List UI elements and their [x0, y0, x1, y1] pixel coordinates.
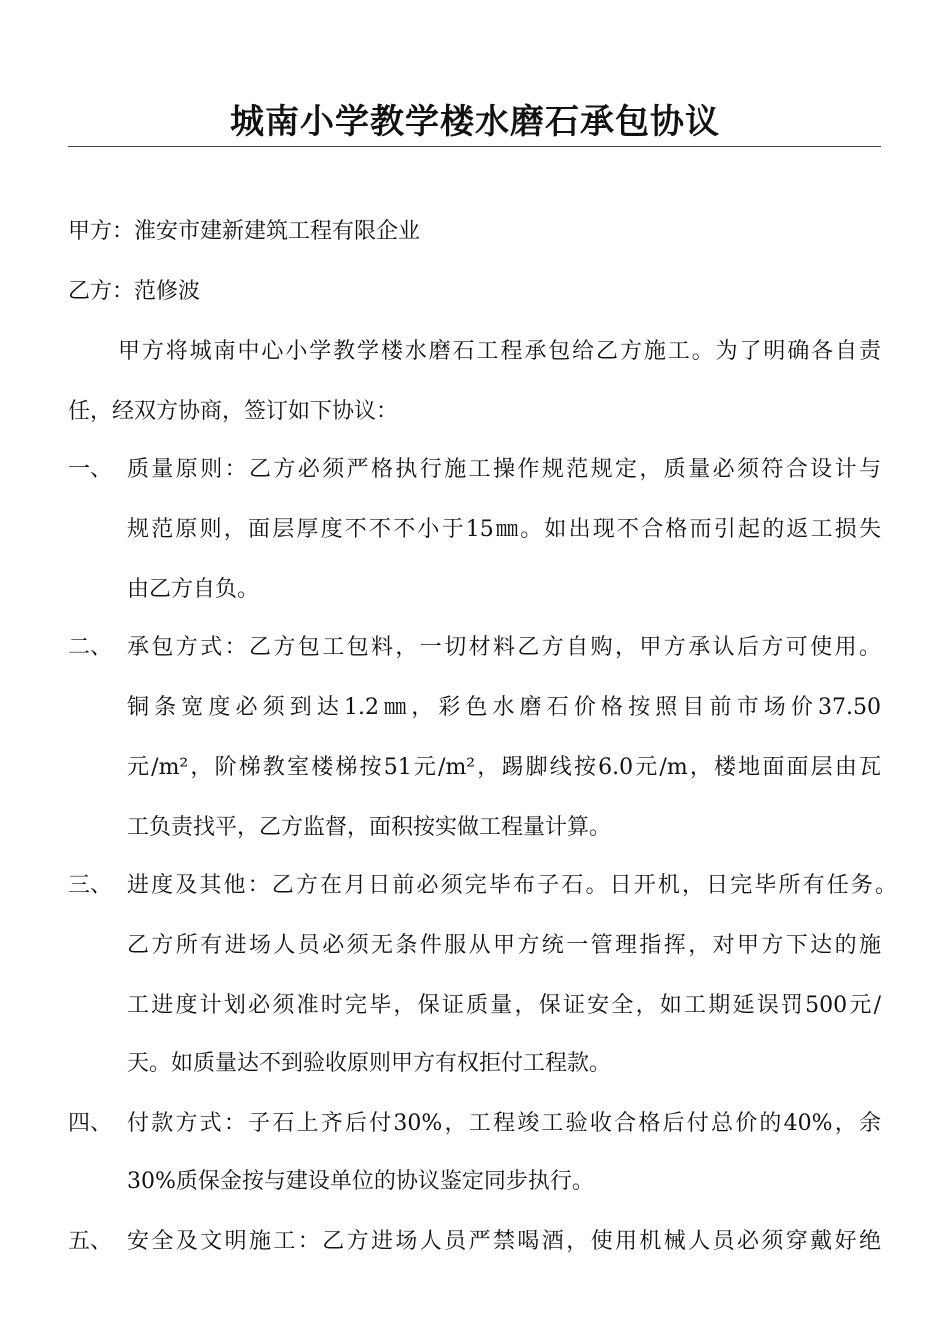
document-title: 城南小学教学楼水磨石承包协议: [230, 102, 720, 142]
section-3-number: 三、: [68, 873, 113, 898]
section-3-line-4: 天。如质量达不到验收原则甲方有权拒付工程款。: [127, 1051, 612, 1076]
section-4-line-2: 30%质保金按与建设单位的协议鉴定同步执行。: [127, 1169, 594, 1194]
section-5-line-1: 安全及文明施工：乙方进场人员严禁喝酒，使用机械人员必须穿戴好绝: [127, 1229, 881, 1254]
section-2-line-3: 元/m²，阶梯教室楼梯按51元/m²，踢脚线按6.0元/m，楼地面面层由瓦: [127, 755, 881, 780]
party-a: 甲方：淮安市建新建筑工程有限企业: [68, 219, 421, 244]
section-2-number: 二、: [68, 635, 113, 660]
section-2-line-1: 承包方式：乙方包工包料，一切材料乙方自购，甲方承认后方可使用。: [127, 635, 881, 660]
section-1-line-2: 规范原则，面层厚度不不不小于15㎜。如出现不合格而引起的返工损失: [127, 517, 881, 542]
title-underline: [68, 146, 881, 147]
section-1-line-1: 质量原则：乙方必须严格执行施工操作规范规定，质量必须符合设计与: [127, 457, 881, 482]
section-2-line-2: 铜条宽度必须到达1.2㎜，彩色水磨石价格按照目前市场价37.50: [127, 695, 881, 720]
section-3-line-3: 工进度计划必须准时完毕，保证质量，保证安全，如工期延误罚500元/: [127, 993, 881, 1018]
section-1-number: 一、: [68, 457, 113, 482]
section-4-line-1: 付款方式：子石上齐后付30%，工程竣工验收合格后付总价的40%，余: [127, 1111, 881, 1136]
section-3-line-1: 进度及其他：乙方在月日前必须完毕布子石。日开机，日完毕所有任务。: [127, 873, 897, 898]
section-2-line-4: 工负责找平，乙方监督，面积按实做工程量计算。: [127, 815, 612, 840]
intro-line-2: 任，经双方协商，签订如下协议：: [68, 399, 399, 424]
intro-line-1: 甲方将城南中心小学教学楼水磨石工程承包给乙方施工。为了明确各自责: [118, 339, 881, 364]
party-b: 乙方：范修波: [68, 279, 201, 304]
section-1-line-3: 由乙方自负。: [127, 577, 260, 602]
section-3-line-2: 乙方所有进场人员必须无条件服从甲方统一管理指挥，对甲方下达的施: [127, 933, 881, 958]
section-4-number: 四、: [68, 1111, 113, 1136]
section-5-number: 五、: [68, 1229, 113, 1254]
